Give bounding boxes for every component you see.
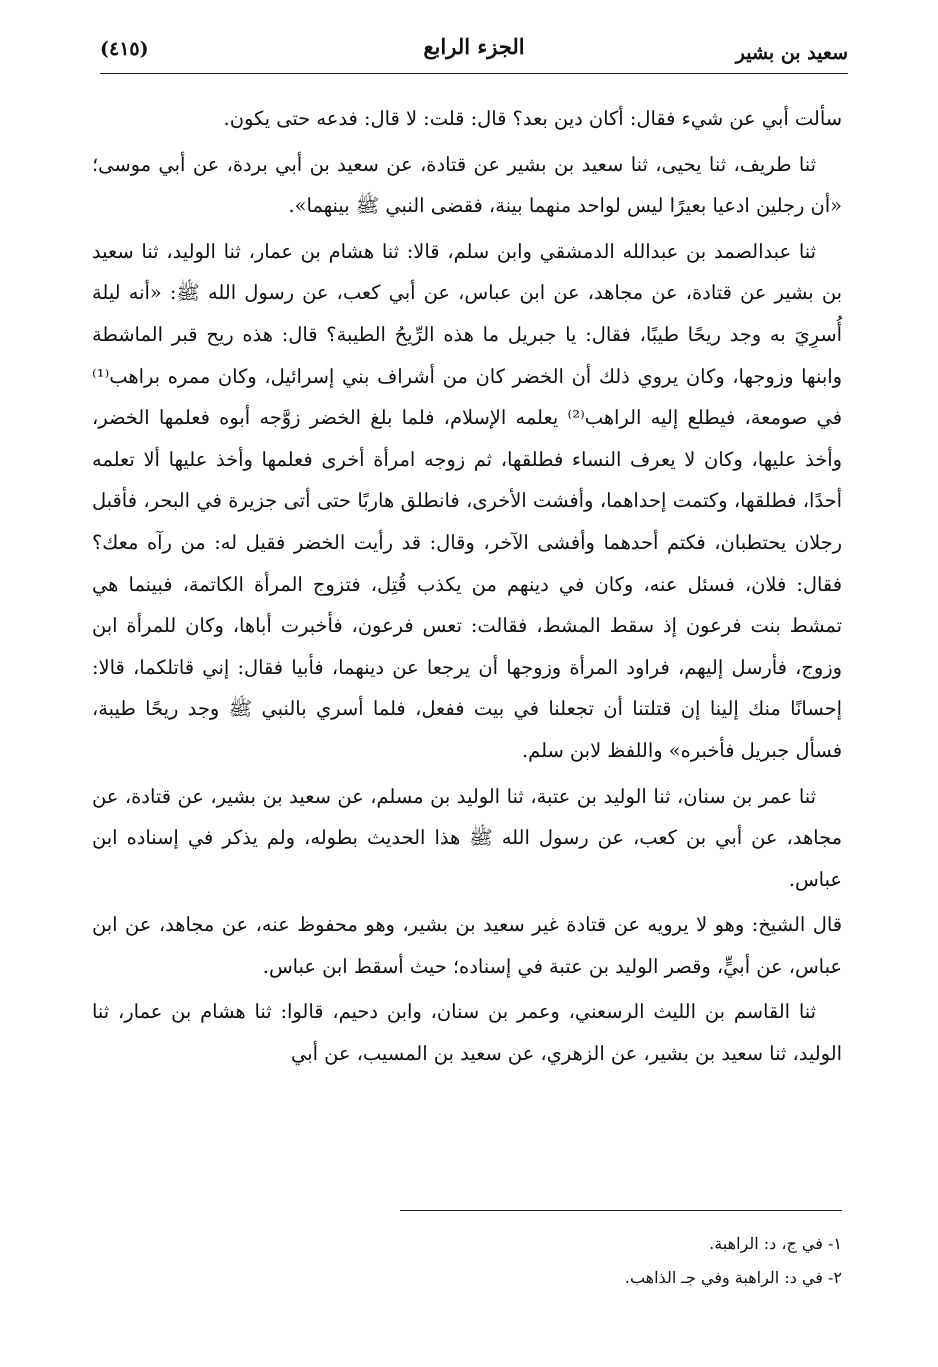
footnote: ٢- في د: الراهبة وفي جـ الذاهب. <box>624 1268 842 1287</box>
paragraph: قال الشيخ: وهو لا يرويه عن قتادة غير سعيد بن بشير، وهو محفوظ عنه، عن مجاهد، عن ابن عباس، عن أبيٍّ، وقصر الوليد بن عتبة في إسناده؛ حيث أسقط ابن عباس. <box>92 913 842 978</box>
paragraph: ثنا عبدالصمد بن عبدالله الدمشقي وابن سلم، قالا: ثنا هشام بن عمار، ثنا الوليد، ثنا سعيد بن بشير عن قتادة، عن مجاهد، عن ابن عباس، عن أبي كعب، عن رسول الله ﷺ: «أنه ليلة أُسرِيَ به وجد ريحًا طيبًا، فقال: يا جبريل ما هذه الرِّيحُ الطيبة؟ قال: هذه ريح قبر الماشطة وابنها وزوجها، وكان يروي ذلك أن الخضر كان من أشراف بني إسرائيل، وكان ممره براهب⁽¹⁾ في صومعة، فيطلع إليه الراهب⁽²⁾ يعلمه الإسلام، فلما بلغ الخضر زوَّجه أبوه فعلمها الخضر، وأخذ عليها، وكان لا يعرف النساء فطلقها، ثم زوجه امرأة أخرى فعلمها وأخذ عليها ألا تعلمه أحدًا، فطلقها، وكتمت إحداهما، وأفشت الأخرى، فانطلق هاربًا حتى أتى جزيرة في البحر، فأقبل رجلان يحتطبان، فكتم أحدهما وأفشى الآخر، وقال: قد رأيت الخضر فقيل له: من رآه معك؟ فقال: فلان، فسئل عنه، وكان في دينهم من يكذب قُتِل، فتزوج المرأة الكاتمة، فبينما هي تمشط بنت فرعون إذ سقط المشط، فقالت: تعس فرعون، فأخبرت أباها، وكان للمرأة ابن وزوج، فأرسل إليهم، فراود المرأة وزوجها أن يرجعا عن دينهما، فأبيا فقال: إني قاتلكما، قالا: إحسانًا منك إلينا إن قتلتنا أن تجعلنا في بيت ففعل، فلما أسري بالنبي ﷺ وجد ريحًا طيبة، فسأل جبريل فأخبره» واللفظ لابن سلم. <box>92 239 842 762</box>
volume-title: الجزء الرابع <box>423 34 525 59</box>
header-divider <box>100 73 848 74</box>
paragraph: ثنا القاسم بن الليث الرسعني، وعمر بن سنان، وابن دحيم، قالوا: ثنا هشام بن عمار، ثنا الوليد، ثنا سعيد بن بشير، عن الزهري، عن سعيد بن المسيب، عن أبي <box>92 1000 842 1066</box>
page-number: (٤١٥) <box>100 38 149 60</box>
paragraph: ثنا طريف، ثنا يحيى، ثنا سعيد بن بشير عن قتادة، عن سعيد بن أبي بردة، عن أبي موسى؛ «أن رجلين ادعيا بعيرًا ليس لواحد منهما بينة، فقضى النبي ﷺ بينهما». <box>92 152 842 218</box>
footnotes <box>400 1210 842 1295</box>
book-title: سعيد بن بشير <box>735 42 848 64</box>
paragraph: ثنا عمر بن سنان، ثنا الوليد بن عتبة، ثنا الوليد بن مسلم، عن سعيد بن بشير، عن قتادة، عن مجاهد، عن أبي بن كعب، عن رسول الله ﷺ هذا الحديث بطوله، ولم يذكر في إسناده ابن عباس. <box>92 784 842 891</box>
paragraph: سألت أبي عن شيء فقال: أكان دين بعد؟ قال: قلت: لا قال: فدعه حتى يكون. <box>223 107 842 130</box>
page-header <box>100 30 848 74</box>
main-text <box>92 98 842 1079</box>
footnote: ١- في ج، د: الراهبة. <box>709 1234 842 1253</box>
